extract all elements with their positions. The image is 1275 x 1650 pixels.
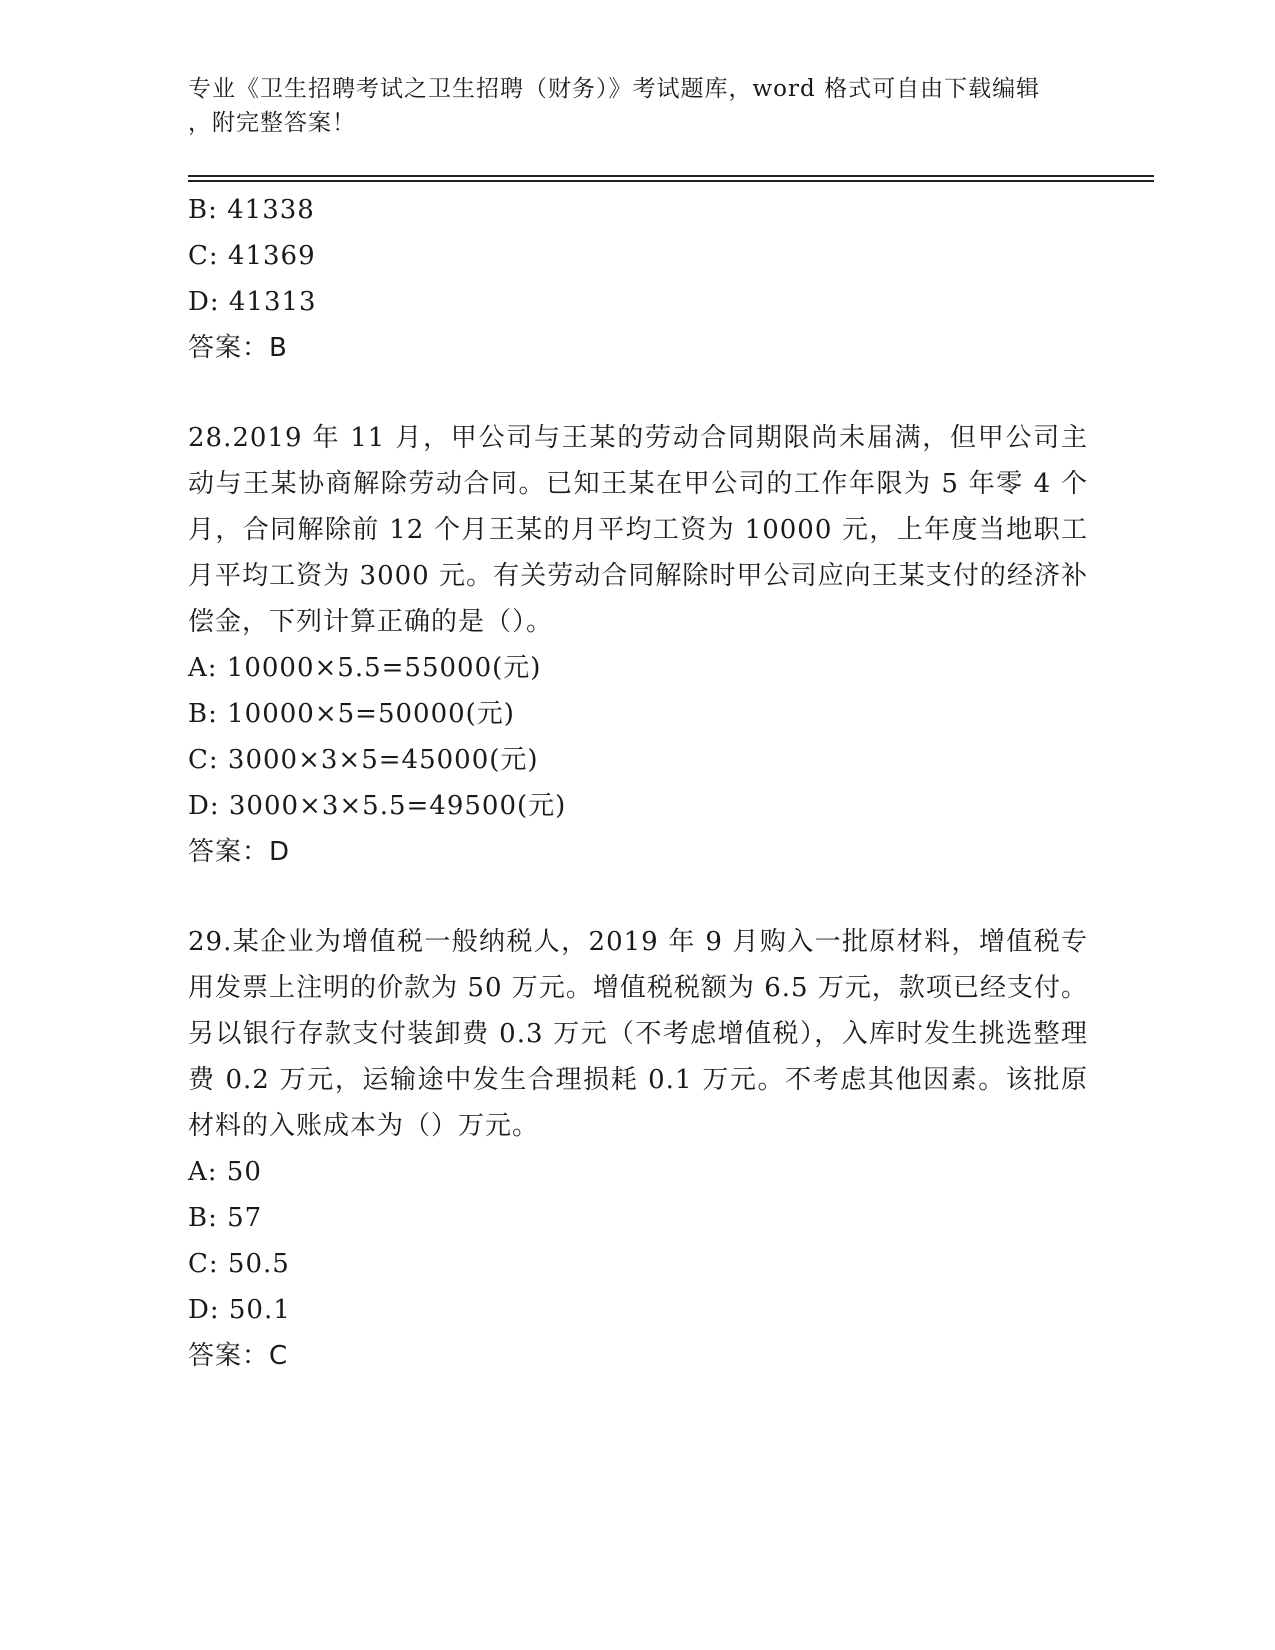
q29-text: 29.某企业为增值税一般纳税人，2019 年 9 月购入一批原材料，增值税专用发票上注明的价款为 50 万元。增值税税额为 6.5 万元，款项已经支付。另以银行存款支付装卸费 0.3 万元（不考虑增值税），入库时发生挑选整理费 0.2 万元，运输途中发生合理损耗 0.1 万元。不考虑其他因素。该批原材料的入账成本为（）万元。 [188,927,1088,1141]
document-header [188,72,1088,140]
header-rule-top [188,175,1154,177]
q28-option-a: A: 10000×5.5=55000(元) [188,653,542,683]
q27-answer: 答案：B [188,333,288,363]
q27-option-d: D: 41313 [188,287,317,317]
header-line-2: ，附完整答案！ [188,110,356,136]
header-rule-bottom [188,180,1154,182]
q28-answer: 答案：D [188,837,291,867]
q28-option-d: D: 3000×3×5.5=49500(元) [188,791,567,821]
q28-option-b: B: 10000×5=50000(元) [188,699,515,729]
document-body [188,187,1088,1379]
question-29 [188,915,1088,1379]
q29-option-a: A: 50 [188,1157,262,1187]
q29-option-b: B: 57 [188,1203,263,1233]
q27-option-c: C: 41369 [188,241,316,271]
q28-text: 28.2019 年 11 月，甲公司与王某的劳动合同期限尚未届满，但甲公司主动与王某协商解除劳动合同。已知王某在甲公司的工作年限为 5 年零 4 个月，合同解除前 12 个月王某的月平均工资为 10000 元，上年度当地职工月平均工资为 3000 元。有关劳动合同解除时甲公司应向王某支付的经济补偿金，下列计算正确的是（）。 [188,423,1088,637]
question-27-tail [188,187,1088,371]
q29-option-d: D: 50.1 [188,1295,291,1325]
q29-option-c: C: 50.5 [188,1249,290,1279]
header-line-1: 专业《卫生招聘考试之卫生招聘（财务）》考试题库，word 格式可自由下载编辑 [188,76,1041,102]
q28-option-c: C: 3000×3×5=45000(元) [188,745,539,775]
q29-answer: 答案：C [188,1341,289,1371]
question-28 [188,411,1088,875]
q27-option-b: B: 41338 [188,195,315,225]
